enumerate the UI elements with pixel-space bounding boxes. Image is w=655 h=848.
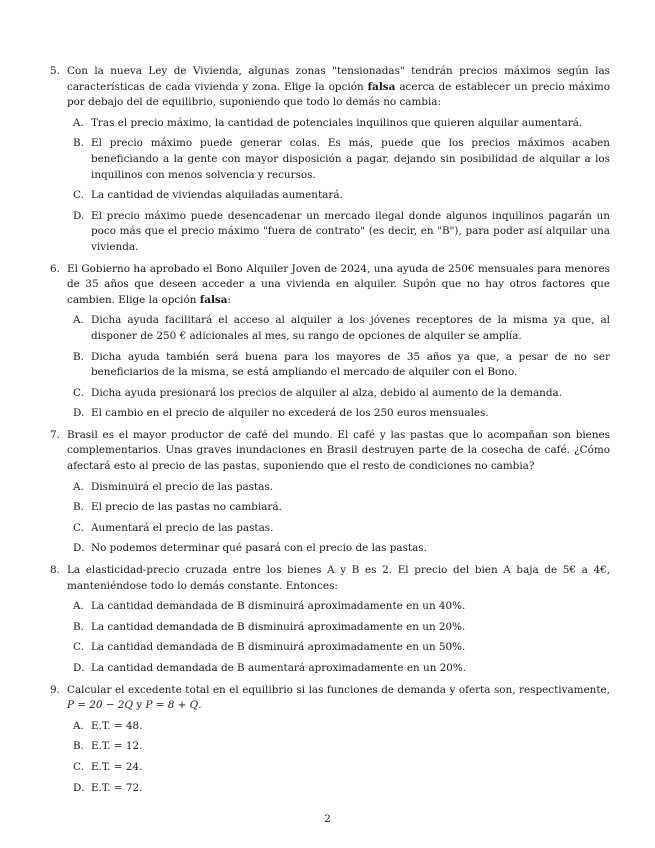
options-list xyxy=(67,116,610,256)
option-c[interactable]: C. La cantidad demandada de B disminuirá aproximadamente en un 50%. xyxy=(73,641,466,654)
option-c[interactable]: C. E.T. = 24. xyxy=(73,760,143,773)
option-a[interactable]: A. La cantidad demandada de B disminuirá aproximadamente en un 40%. xyxy=(73,600,466,613)
question-stem: Brasil es el mayor productor de café del mundo. El café y las pastas que lo acompañan son bienes complementarios. Unas graves inundaciones en Brasil destruyen parte de la cosecha de café. ¿Cómo afectará esto al precio de las pastas, suponiendo que el resto de condiciones no cambia? xyxy=(67,428,610,473)
question-6 xyxy=(50,262,610,422)
option-d[interactable]: D. El precio máximo puede desencadenar un mercado ilegal donde algunos inquilinos pagarán un poco más que el precio máximo "fuera de contrato" (es decir, en "B"), para poder así alquilar una vivienda. xyxy=(73,209,610,253)
question-8 xyxy=(50,563,610,677)
question-stem: Calcular el excedente total en el equilibrio si las funciones de demanda y oferta son, respectivamente, P = 20 − 2Q y P = 8 + Q. xyxy=(67,683,610,712)
supply-equation: P = 8 + Q xyxy=(145,699,199,712)
option-d[interactable]: D. E.T. = 72. xyxy=(73,781,143,794)
option-b[interactable]: B. El precio de las pastas no cambiará. xyxy=(73,501,282,514)
question-7 xyxy=(50,428,610,557)
question-number: 5. xyxy=(50,65,60,77)
option-b[interactable]: B. El precio máximo puede generar colas. Es más, puede que los precios máximos acaben beneficiando a la gente con mayor disposición a pagar, dejando sin posibilidad de alquilar a los inquilinos con menos solvencia y recursos. xyxy=(73,137,610,181)
question-stem: Con la nueva Ley de Vivienda, algunas zonas "tensionadas" tendrán precios máximos según las características de cada vivienda y zona. Elige la opción falsa acerca de establecer un precio máximo por debajo del de equilibrio, suponiendo que todo lo demás no cambia: xyxy=(67,65,610,109)
question-number: 9. xyxy=(50,683,60,696)
option-b[interactable]: B. Dicha ayuda también será buena para los mayores de 35 años ya que, a pesar de no ser beneficiarios de la misma, se está ampliando el mercado de alquiler con el Bono. xyxy=(73,350,610,379)
options-list xyxy=(67,719,610,796)
option-b[interactable]: B. E.T. = 12. xyxy=(73,740,143,753)
page-number: 2 xyxy=(324,813,331,825)
options-list xyxy=(67,599,610,676)
options-list xyxy=(67,480,610,557)
option-a[interactable]: A. Tras el precio máximo, la cantidad de potenciales inquilinos que quieren alquilar aumentará. xyxy=(73,116,583,129)
option-d[interactable]: D. La cantidad demandada de B aumentará aproximadamente en un 20%. xyxy=(73,662,467,674)
option-c[interactable]: C. La cantidad de viviendas alquiladas aumentará. xyxy=(73,189,343,202)
question-number: 6. xyxy=(50,262,60,275)
option-d[interactable]: D. El cambio en el precio de alquiler no excederá de los 250 euros mensuales. xyxy=(73,407,489,420)
option-d[interactable]: D. No podemos determinar qué pasará con el precio de las pastas. xyxy=(73,542,427,555)
question-9 xyxy=(50,683,610,797)
question-number: 7. xyxy=(50,428,60,441)
option-a[interactable]: A. Dicha ayuda facilitará el acceso al alquiler a los jóvenes receptores de la misma ya que, al disponer de 250 € adicionales al mes, su rango de opciones de alquiler se amplía. xyxy=(73,314,610,342)
option-a[interactable]: A. Disminuirá el precio de las pastas. xyxy=(73,480,274,493)
options-list xyxy=(67,313,610,422)
option-c[interactable]: C. Dicha ayuda presionará los precios de alquiler al alza, debido al aumento de la demanda. xyxy=(73,386,562,399)
question-number: 8. xyxy=(50,564,60,577)
question-stem: El Gobierno ha aprobado el Bono Alquiler Joven de 2024, una ayuda de 250€ mensuales para menores de 35 años que deseen acceder a una vivienda en alquiler. Supón que no hay otros factores que cambien. Elige la opción falsa: xyxy=(67,262,610,306)
question-stem: La elasticidad-precio cruzada entre los bienes A y B es 2. El precio del bien A baja de 5€ a 4€, manteniéndose todo lo demás constante. Entonces: xyxy=(67,564,610,592)
option-b[interactable]: B. La cantidad demandada de B disminuirá aproximadamente en un 20%. xyxy=(73,620,466,633)
exam-page xyxy=(50,64,610,801)
option-a[interactable]: A. E.T. = 48. xyxy=(73,719,143,732)
option-c[interactable]: C. Aumentará el precio de las pastas. xyxy=(73,521,274,534)
demand-equation: P = 20 − 2Q xyxy=(67,699,133,712)
question-5 xyxy=(50,64,610,256)
